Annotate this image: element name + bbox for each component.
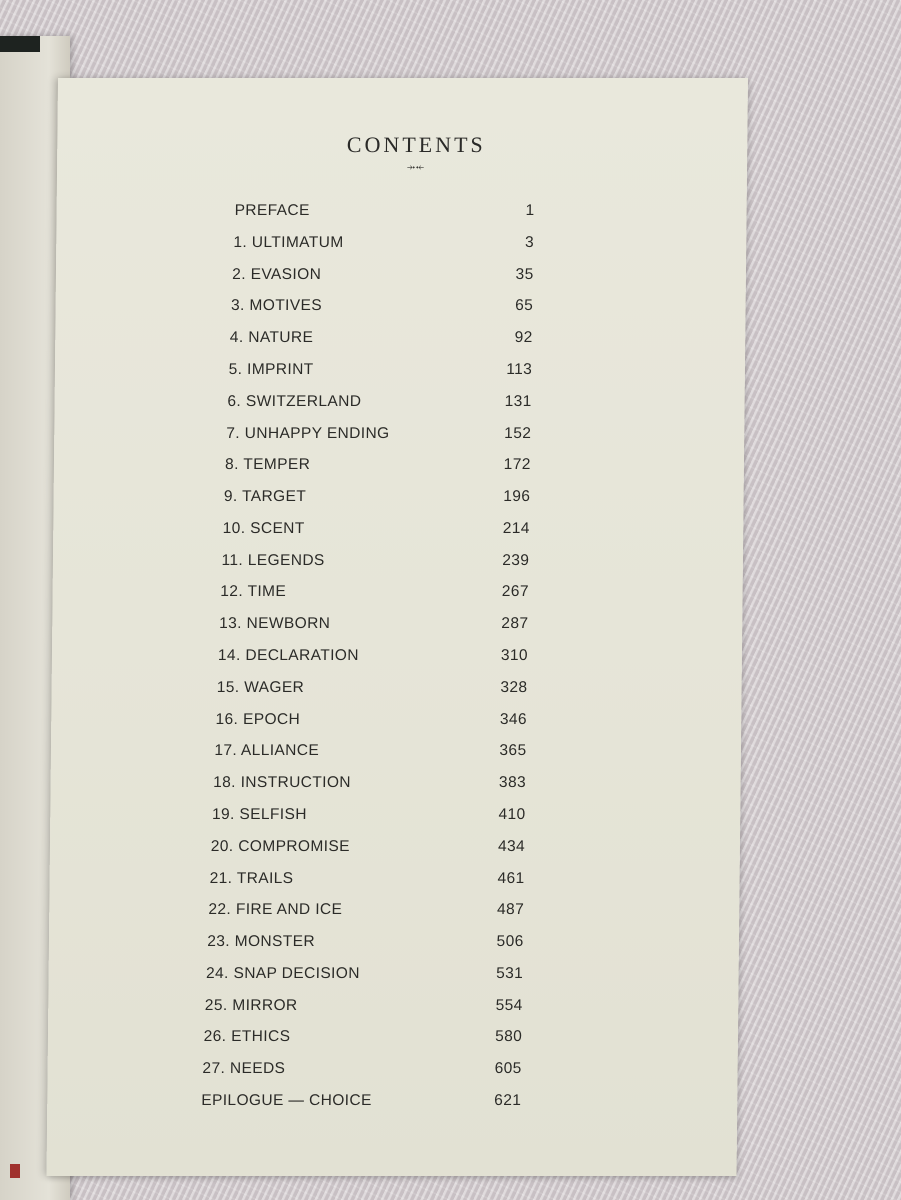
book-cover-red-mark bbox=[10, 1164, 20, 1178]
toc-entry bbox=[226, 425, 531, 449]
toc-entry-page-number: 310 bbox=[500, 647, 529, 664]
toc-entry-title: 9. TARGET bbox=[223, 488, 307, 506]
toc-entry-page-number: 1 bbox=[525, 202, 535, 219]
toc-entry-page-number: 35 bbox=[515, 265, 534, 283]
toc-entry-title: 2. EVASION bbox=[232, 265, 322, 283]
ornament-divider-icon: ⤞⤝ bbox=[407, 162, 426, 173]
toc-entry-title: EPILOGUE — CHOICE bbox=[201, 1092, 372, 1109]
toc-entry-page-number: 196 bbox=[503, 488, 531, 506]
toc-entry-title: 24. SNAP DECISION bbox=[205, 964, 360, 982]
toc-entry bbox=[211, 838, 526, 862]
toc-entry-page-number: 113 bbox=[506, 360, 533, 378]
toc-entry-page-number: 92 bbox=[514, 329, 533, 347]
toc-entry-page-number: 383 bbox=[498, 774, 527, 792]
toc-entry-title: 25. MIRROR bbox=[204, 996, 298, 1014]
toc-entry bbox=[208, 901, 524, 925]
toc-entry-title: 18. INSTRUCTION bbox=[213, 774, 352, 792]
toc-entry-page-number: 3 bbox=[525, 233, 535, 251]
toc-entry-page-number: 287 bbox=[501, 615, 529, 633]
toc-entry-title: 8. TEMPER bbox=[225, 456, 311, 474]
toc-entry bbox=[203, 1028, 522, 1052]
toc-entry bbox=[219, 615, 529, 639]
toc-entry bbox=[207, 933, 524, 957]
toc-entry-page-number: 434 bbox=[497, 837, 526, 855]
toc-entry bbox=[206, 965, 523, 989]
toc-entry-title: 6. SWITZERLAND bbox=[227, 392, 362, 410]
toc-entry-page-number: 531 bbox=[496, 964, 524, 982]
toc-entry-title: 5. IMPRINT bbox=[228, 360, 314, 378]
toc-entry-title: 23. MONSTER bbox=[207, 933, 316, 951]
toc-entry bbox=[228, 361, 532, 385]
book-cover-corner bbox=[0, 36, 40, 52]
toc-entry-page-number: 580 bbox=[495, 1028, 523, 1046]
toc-entry-title: 27. NEEDS bbox=[202, 1060, 286, 1078]
toc-entry-page-number: 487 bbox=[496, 901, 525, 919]
toc-entry bbox=[232, 266, 534, 290]
toc-entry bbox=[234, 202, 534, 226]
toc-entry-title: 20. COMPROMISE bbox=[210, 837, 350, 855]
toc-entry bbox=[231, 297, 533, 321]
toc-entry-title: 17. ALLIANCE bbox=[214, 742, 320, 760]
toc-entry-title: PREFACE bbox=[234, 202, 310, 219]
toc-entry-page-number: 506 bbox=[496, 933, 524, 951]
toc-entry-title: 3. MOTIVES bbox=[230, 297, 323, 315]
toc-entry-page-number: 365 bbox=[499, 742, 527, 760]
toc-entry-page-number: 239 bbox=[502, 551, 530, 569]
contents-heading: CONTENTS bbox=[346, 132, 486, 157]
toc-entry-page-number: 554 bbox=[495, 996, 523, 1014]
toc-entry bbox=[227, 393, 532, 417]
toc-entry bbox=[221, 552, 529, 576]
contents-page bbox=[47, 78, 748, 1176]
toc-entry bbox=[201, 1092, 521, 1116]
toc-entry-page-number: 214 bbox=[502, 519, 530, 537]
toc-entry-page-number: 267 bbox=[501, 583, 529, 601]
toc-entry bbox=[213, 774, 526, 798]
toc-entry-title: 15. WAGER bbox=[216, 678, 305, 696]
toc-entry bbox=[220, 583, 529, 607]
toc-entry-title: 19. SELFISH bbox=[211, 805, 307, 823]
toc-entry-page-number: 152 bbox=[504, 424, 532, 442]
toc-entry-page-number: 346 bbox=[499, 710, 528, 728]
toc-entry bbox=[202, 1060, 522, 1084]
toc-entry bbox=[209, 870, 524, 894]
toc-entry-page-number: 461 bbox=[497, 869, 525, 887]
toc-entry-title: 7. UNHAPPY ENDING bbox=[226, 424, 390, 442]
toc-entry-page-number: 605 bbox=[494, 1060, 522, 1078]
toc-entry-title: 21. TRAILS bbox=[209, 869, 294, 887]
toc-entry-page-number: 172 bbox=[503, 456, 531, 474]
toc-entry bbox=[214, 742, 526, 766]
toc-entry-title: 14. DECLARATION bbox=[217, 647, 359, 664]
toc-entry-title: 16. EPOCH bbox=[215, 710, 301, 728]
toc-entry-title: 10. SCENT bbox=[222, 519, 305, 537]
toc-entry bbox=[218, 647, 528, 671]
toc-entry bbox=[224, 488, 531, 512]
toc-entry-page-number: 410 bbox=[498, 805, 526, 823]
toc-entry-page-number: 131 bbox=[504, 392, 532, 410]
toc-entry-title: 4. NATURE bbox=[229, 329, 314, 347]
toc-entry-page-number: 65 bbox=[515, 297, 534, 315]
toc-entry bbox=[225, 456, 531, 480]
toc-entry-title: 26. ETHICS bbox=[203, 1028, 291, 1046]
toc-entry bbox=[212, 806, 526, 830]
toc-entry-title: 13. NEWBORN bbox=[219, 615, 331, 633]
toc-entry bbox=[217, 679, 528, 703]
toc-entry-title: 1. ULTIMATUM bbox=[233, 233, 344, 251]
toc-entry-page-number: 328 bbox=[500, 678, 528, 696]
toc-entry-title: 12. TIME bbox=[220, 583, 287, 601]
toc-entry bbox=[223, 520, 530, 544]
toc-entry-title: 11. LEGENDS bbox=[221, 551, 325, 569]
toc-entry bbox=[215, 711, 527, 735]
toc-entry bbox=[233, 234, 534, 258]
toc-entry bbox=[205, 997, 523, 1021]
toc-entry-page-number: 621 bbox=[494, 1092, 522, 1109]
toc-entry bbox=[230, 329, 533, 353]
toc-entry-title: 22. FIRE AND ICE bbox=[208, 901, 343, 919]
